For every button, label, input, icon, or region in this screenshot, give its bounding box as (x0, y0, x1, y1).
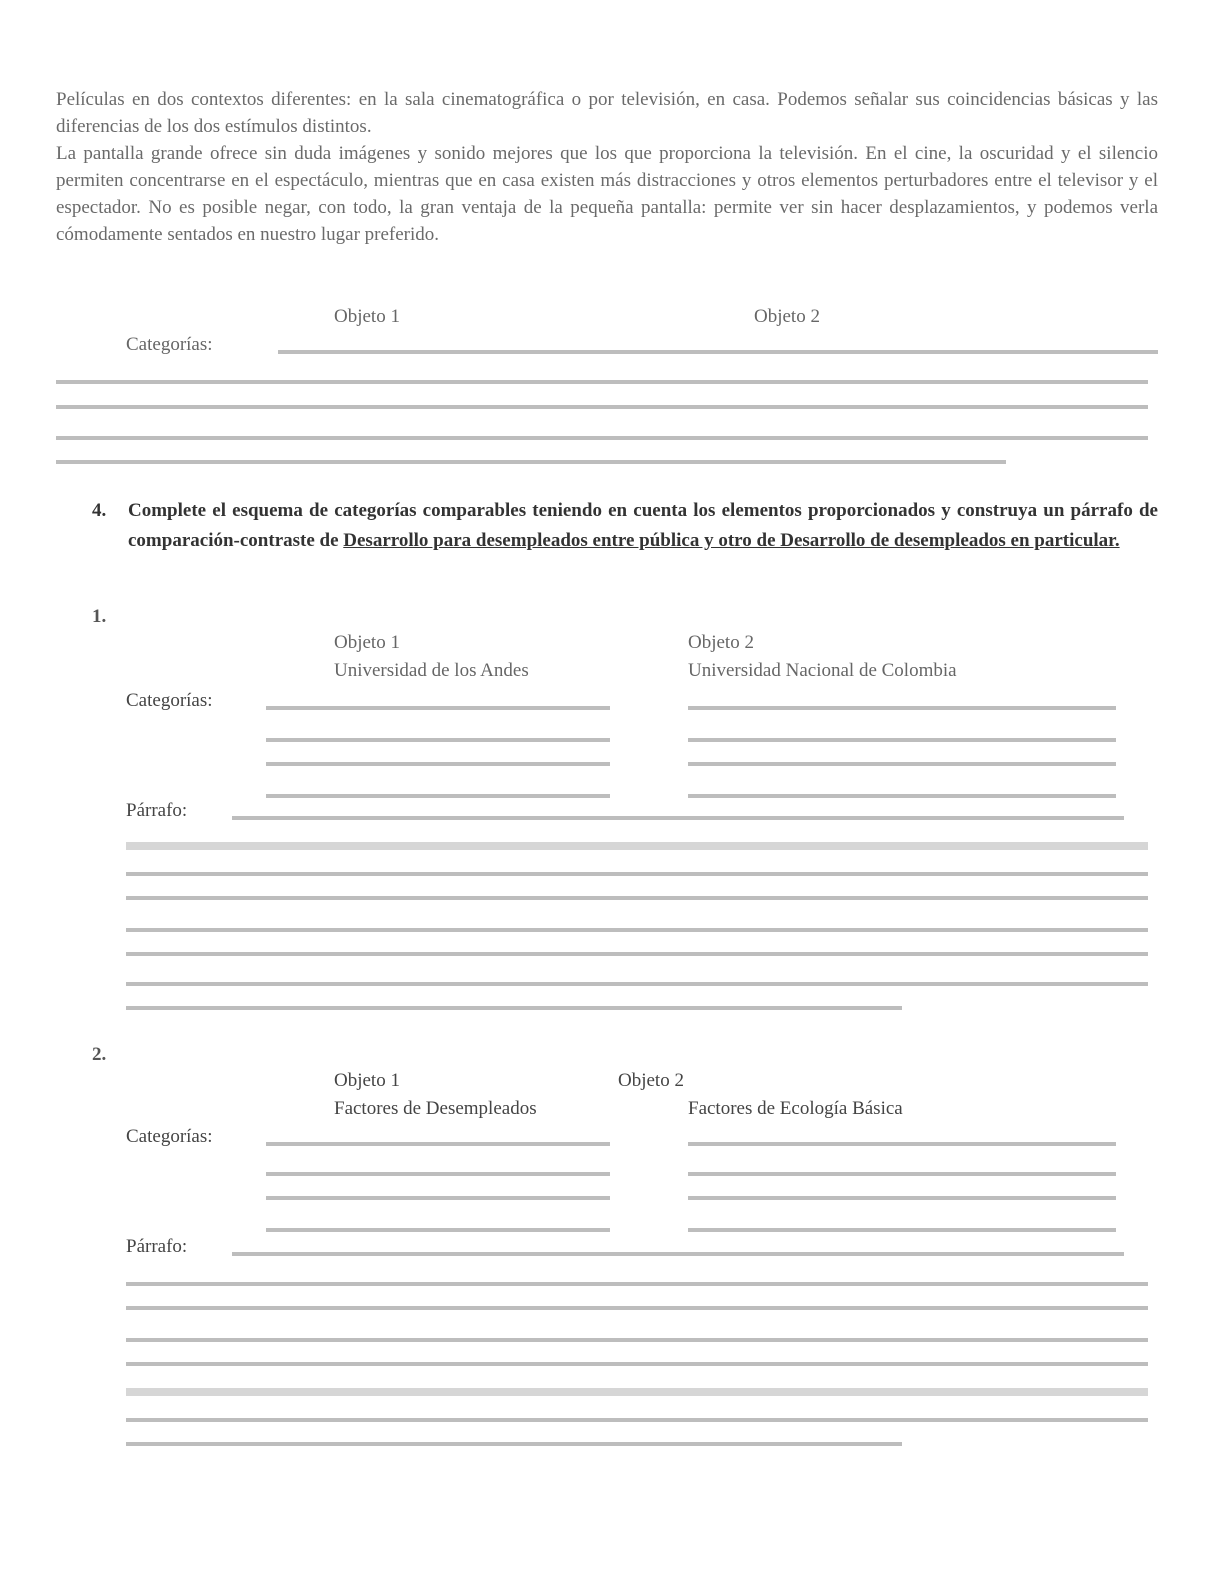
item-2-parrafo-line[interactable] (232, 1252, 1124, 1256)
item-1-categoria-line-2[interactable] (688, 706, 1116, 710)
item-2-categorias-label: Categorías: (126, 1126, 213, 1147)
item-1-answer-line[interactable] (126, 842, 1148, 850)
item-1-number: 1. (92, 606, 107, 627)
item-2-categoria-line-1[interactable] (266, 1228, 610, 1232)
item-2-categoria-line-2[interactable] (688, 1196, 1116, 1200)
item-2-answer-line[interactable] (126, 1442, 902, 1446)
item-1-categoria-line-1[interactable] (266, 794, 610, 798)
item-1-objeto-2-value: Universidad Nacional de Colombia (688, 660, 957, 681)
item-1-parrafo-line[interactable] (232, 816, 1124, 820)
item-1-categoria-line-2[interactable] (688, 738, 1116, 742)
question-4-text (128, 496, 1158, 556)
intro-paragraph-2: La pantalla grande ofrece sin duda imágenes y sonido mejores que los que proporciona la televisión. En el cine, la oscuridad y el silencio permiten concentrarse en el espectáculo, mientras que en casa existen más distracciones y otros elementos perturbadores entre el televisor y el espectador. No es posible negar, con todo, la gran ventaja de la pequeña pantalla: permite ver sin hacer desplazamientos, y podemos verla cómodamente sentados en nuestro lugar preferido. (56, 143, 1158, 245)
question-4-text-plain: Complete el esquema de categorías comparables teniendo en cuenta los elementos proporcionados y construya un párrafo de comparación-contraste de (128, 500, 1158, 551)
item-2-answer-line[interactable] (126, 1362, 1148, 1366)
question-4-number: 4. (92, 500, 107, 521)
example-answer-line[interactable] (56, 460, 1006, 464)
item-2-answer-line[interactable] (126, 1418, 1148, 1422)
item-2-categoria-line-1[interactable] (266, 1196, 610, 1200)
item-2-categoria-line-1[interactable] (266, 1142, 610, 1146)
item-2-objeto-2-label: Objeto 2 (618, 1070, 684, 1091)
item-1-categoria-line-2[interactable] (688, 794, 1116, 798)
item-1-categoria-line-1[interactable] (266, 762, 610, 766)
example-answer-line[interactable] (56, 436, 1148, 440)
item-1-objeto-1-value: Universidad de los Andes (334, 660, 529, 681)
example-categorias-label: Categorías: (126, 334, 213, 355)
item-2-answer-line[interactable] (126, 1282, 1148, 1286)
item-1-categoria-line-1[interactable] (266, 738, 610, 742)
item-1-answer-line[interactable] (126, 896, 1148, 900)
item-1-objeto-2-label: Objeto 2 (688, 632, 754, 653)
item-1-answer-line[interactable] (126, 982, 1148, 986)
item-1-objeto-1-label: Objeto 1 (334, 632, 400, 653)
intro-text (56, 86, 1158, 248)
example-answer-line[interactable] (56, 405, 1148, 409)
item-1-answer-line[interactable] (126, 952, 1148, 956)
item-2-parrafo-label: Párrafo: (126, 1236, 188, 1257)
item-2-answer-line[interactable] (126, 1306, 1148, 1310)
item-2-objeto-1-value: Factores de Desempleados (334, 1098, 537, 1119)
item-1-answer-line[interactable] (126, 872, 1148, 876)
item-2-categoria-line-1[interactable] (266, 1172, 610, 1176)
item-2-categoria-line-2[interactable] (688, 1228, 1116, 1232)
question-4-text-underlined: Desarrollo para desempleados entre pública y otro de Desarrollo de desempleados en particular. (343, 530, 1120, 551)
intro-paragraph-1: Películas en dos contextos diferentes: en la sala cinematográfica o por televisión, en casa. Podemos señalar sus coincidencias básicas y las diferencias de los dos estímulos distintos. (56, 89, 1158, 137)
item-1-categoria-line-2[interactable] (688, 762, 1116, 766)
item-2-objeto-1-label: Objeto 1 (334, 1070, 400, 1091)
item-1-parrafo-label: Párrafo: (126, 800, 188, 821)
item-1-answer-line[interactable] (126, 928, 1148, 932)
item-2-categoria-line-2[interactable] (688, 1172, 1116, 1176)
item-1-categoria-line-1[interactable] (266, 706, 610, 710)
item-2-categoria-line-2[interactable] (688, 1142, 1116, 1146)
example-categorias-line[interactable] (278, 350, 1158, 354)
example-objeto-2-label: Objeto 2 (754, 306, 820, 327)
example-answer-line[interactable] (56, 380, 1148, 384)
item-1-answer-line[interactable] (126, 1006, 902, 1010)
item-2-number: 2. (92, 1044, 107, 1065)
example-objeto-1-label: Objeto 1 (334, 306, 400, 327)
item-2-answer-line[interactable] (126, 1388, 1148, 1396)
item-2-answer-line[interactable] (126, 1338, 1148, 1342)
item-2-objeto-2-value: Factores de Ecología Básica (688, 1098, 903, 1119)
item-1-categorias-label: Categorías: (126, 690, 213, 711)
